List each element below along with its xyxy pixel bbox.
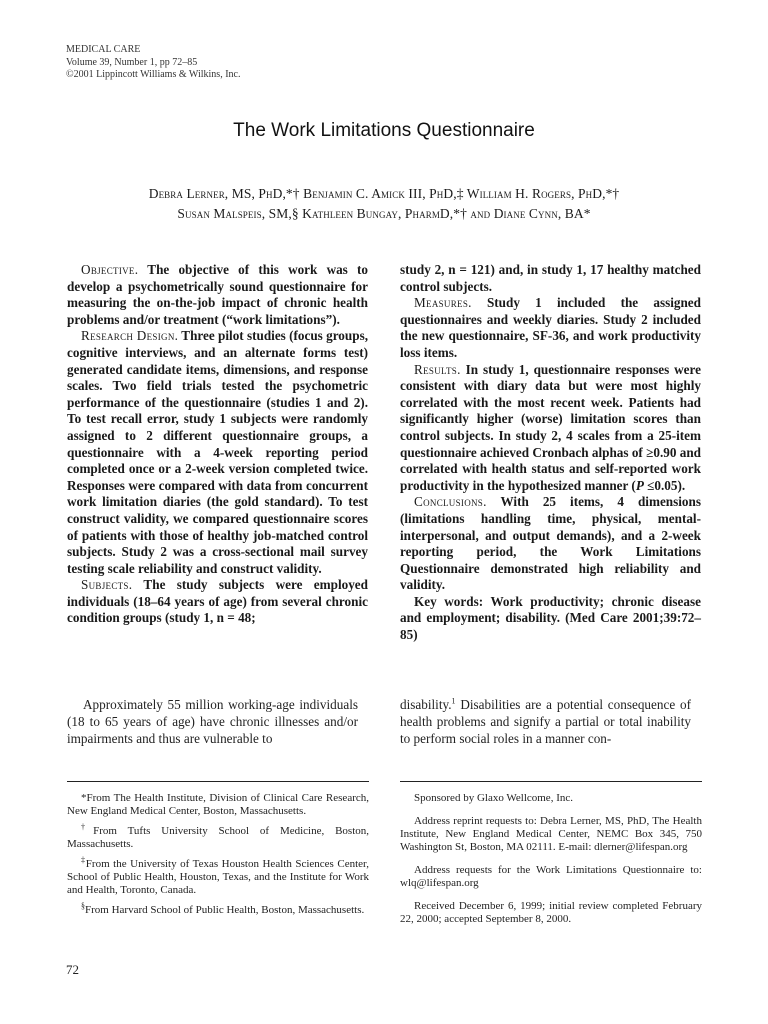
- subjects-label: Subjects.: [81, 577, 133, 593]
- research-design-label: Research Design.: [81, 328, 179, 344]
- results-label: Results.: [414, 361, 461, 377]
- results-text-b: ≤0.05).: [643, 477, 686, 493]
- objective-text: The objective of this work was to develop a psychometrically sound questionnaire for measuring the on-the-job impact of chronic health problems and/or treatment (“work limitations”).: [67, 262, 368, 327]
- footnote-affiliation-3: [67, 855, 370, 897]
- author-list: [0, 184, 768, 224]
- objective-label: Objective.: [81, 262, 139, 277]
- subjects-text-left: The study subjects were employed individuals (18–64 years of age) from several chronic condition groups (study 1, n = 48;: [67, 577, 368, 626]
- abstract-conclusions: [400, 494, 701, 594]
- body-right-rest: Disabilities are a potential consequence of health problems and signify a partial or total inability to perform social roles in a manner con-: [400, 697, 691, 746]
- results-text-a: In study 1, questionnaire responses were consistent with diary data but were most highly correlated with the most recent week. Patients had significantly higher (worse) limitation scores than control subjects. In study 2, 4 scales from a 25-item questionnaire achieved Cronbach alphas of ≥0.90 and correlated with health status and self-reported work productivity in the hypothesized manner (: [400, 361, 701, 493]
- research-design-text: Three pilot studies (focus groups, cognitive interviews, and an alternate forms test) generated candidate items, dimensions, and response scales. Two field trials tested the psychometric performance of the questionnaire (studies 1 and 2). To test recall error, study 1 subjects were randomly assigned to 2 different questionnaire groups, a questionnaire with a 4-week reporting period completed once or a 2-week version completed twice. Responses were compared with data from concurrent work limitation diaries (the gold standard). To test construct validity, we compared questionnaire scores of patients with those of healthy job-matched control subjects. Study 2 was a cross-sectional mail survey testing scale reliability and construct validity.: [67, 328, 369, 576]
- abstract-subjects-continued: study 2, n = 121) and, in study 1, 17 healthy matched control subjects.: [400, 262, 701, 294]
- abstract-results: [400, 362, 701, 495]
- dagger-mark: †: [81, 822, 94, 832]
- journal-name: MEDICAL CARE: [66, 44, 141, 55]
- journal-volume: Volume 39, Number 1, pp 72–85: [66, 56, 198, 68]
- section-mark: §: [81, 901, 85, 911]
- footnote-affiliation-2: [67, 822, 369, 851]
- questionnaire-request-address: Address requests for the Work Limitations Questionnaire to: wlq@lifespan.org: [400, 864, 702, 889]
- article-title: The Work Limitations Questionnaire: [233, 120, 535, 141]
- citation-ref: 1: [451, 696, 456, 706]
- footnote-affiliation-2-text: From Tufts University School of Medicine, Boston, Massachusetts.: [67, 825, 369, 850]
- abstract-subjects: [67, 577, 368, 627]
- measures-label: Measures.: [414, 295, 472, 311]
- journal-header: [66, 44, 240, 82]
- abstract-research-design: [67, 328, 368, 577]
- footnote-affiliation-1: *From The Health Institute, Division of Clinical Care Research, New England Medical Center, Boston, Massachusetts.: [67, 792, 369, 817]
- body-right-start: disability.: [400, 697, 452, 712]
- double-dagger-mark: ‡: [81, 855, 86, 865]
- author-line-2: Susan Malspeis, SM,§ Kathleen Bungay, PharmD,*† and Diane Cynn, BA*: [177, 206, 591, 221]
- footnote-affiliation-4-text: From Harvard School of Public Health, Boston, Massachusetts.: [85, 904, 365, 916]
- conclusions-label: Conclusions.: [414, 494, 487, 510]
- footnote-affiliation-4: [67, 901, 369, 917]
- author-line-1: Debra Lerner, MS, PhD,*† Benjamin C. Amick III, PhD,‡ William H. Rogers, PhD,*†: [148, 186, 620, 201]
- results-p-symbol: P: [635, 477, 644, 493]
- abstract-measures: [400, 295, 701, 361]
- conclusions-text: With 25 items, 4 dimensions (limitations handling time, physical, mental-interpersonal, and output demands), and a 2-week reporting period, the Work Limitations Questionnaire demonstrated high reliability and validity.: [400, 494, 701, 593]
- abstract-objective: [67, 262, 368, 328]
- measures-text: Study 1 included the assigned questionnaires and weekly diaries. Study 2 included the new questionnaire, SF-36, and work productivity loss items.: [400, 295, 701, 360]
- footnote-divider-right: [400, 781, 702, 782]
- correspondence-footnotes: [400, 792, 702, 933]
- body-text-right: [400, 696, 691, 747]
- sponsor-note: Sponsored by Glaxo Wellcome, Inc.: [414, 792, 573, 804]
- journal-copyright: ©2001 Lippincott Williams & Wilkins, Inc.: [66, 69, 241, 80]
- page-number: 72: [66, 962, 79, 977]
- abstract-left-column: [67, 262, 368, 627]
- affiliation-footnotes: [67, 792, 369, 924]
- abstract-right-column: [400, 262, 701, 644]
- footnote-affiliation-3-text: From the University of Texas Houston Health Sciences Center, School of Public Health, Houston, Texas, and the Institute for Work and Health, Toronto, Canada.: [67, 858, 370, 896]
- reprint-address: Address reprint requests to: Debra Lerner, MS, PhD, The Health Institute, New England Medical Center, NEMC Box 345, 750 Washington St, Boston, MA 02111. E-mail: dlerner@lifespan.org: [400, 815, 702, 853]
- footnote-divider-left: [67, 781, 369, 782]
- abstract-keywords: Key words: Work productivity; chronic disease and employment; disability. (Med Care 2001;39:72–85): [400, 593, 701, 643]
- body-text-left: Approximately 55 million working-age individuals (18 to 65 years of age) have chronic illnesses and/or impairments and thus are vulnerable to: [67, 697, 358, 746]
- received-dates: Received December 6, 1999; initial review completed February 22, 2000; accepted September 8, 2000.: [400, 900, 702, 925]
